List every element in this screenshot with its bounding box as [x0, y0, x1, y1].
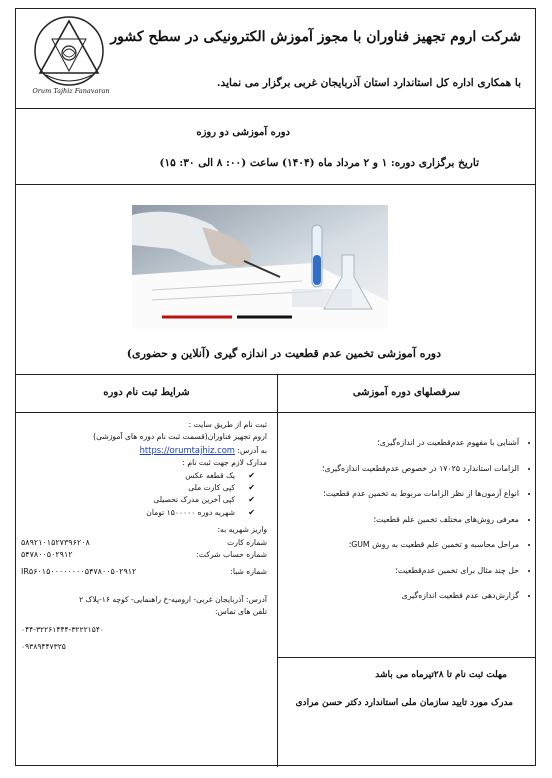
syllabus-item: • حل چند مثال برای تخمین عدم‌قطعیت؛ — [283, 565, 519, 577]
syllabus-list-wrap — [279, 437, 535, 616]
card-number: ۵۸۹۲۱۰۱۵۲۷۳۹۶۲۰۸ — [21, 537, 90, 547]
logo-caption: Orum Tajhiz Fanavaran — [32, 87, 110, 95]
syllabus-title: سرفصلهای دوره آموزشی — [352, 387, 461, 398]
reg-company-line: اروم تجهیز فناوران(قسمت ثبت نام دوره های آموزشی) — [93, 432, 267, 442]
certificate-note: مدرک مورد تایید سازمان ملی استاندارد دکتر حسن مرادی — [295, 698, 513, 708]
flyer-frame — [15, 8, 536, 766]
notes-box — [278, 657, 535, 767]
checkmark-icon: ✔ — [248, 483, 255, 493]
phone-1: ۰۴۴-۳۲۲۶۱۴۴۴-۳۲۲۲۱۵۴۰ — [21, 624, 104, 634]
course-type: دوره آموزشی دو روزه — [196, 127, 290, 138]
lab-photo — [132, 205, 388, 329]
account-number: ۵۴۷۸۰۰۵۰۲۹۱۲ — [21, 550, 73, 560]
deadline-note: مهلت ثبت نام تا ۲۸تیرماه می باشد — [375, 670, 507, 680]
cooperation-line: با همکاری اداره کل استاندارد استان آذربایجان غربی برگزار می نماید. — [216, 77, 521, 89]
registration-details — [21, 419, 267, 654]
syllabus-item: • آشنایی با مفهوم عدم‌قطعیت در اندازه‌گیری؛ — [283, 437, 519, 449]
registration-title: شرایط ثبت نام دوره — [103, 387, 190, 398]
account-label: شماره حساب شرکت: — [196, 550, 267, 560]
header — [16, 9, 535, 109]
docs-title: مدارک لازم جهت ثبت نام : — [182, 458, 267, 468]
syllabus-item: • انواع آزمون‌ها از نظر الزامات مربوط به تخمین عدم قطعیت؛ — [283, 488, 519, 500]
sheba-number: IR۵۶۰۱۵۰۰۰۰۰۰۰۰۵۴۷۸۰۰۵۰۲۹۱۲ — [21, 567, 137, 577]
checkmark-icon: ✔ — [248, 495, 255, 505]
company-line: شرکت اروم تجهیز فناوران با مجوز آموزش الکترونیکی در سطح کشور — [110, 29, 521, 45]
details-section — [16, 375, 535, 767]
list-item: ✔یک قطعه عکس — [21, 470, 255, 482]
deposit-title: واریز شهریه به: — [217, 525, 267, 535]
card-row — [21, 537, 267, 549]
card-label: شماره کارت — [227, 537, 267, 547]
list-item: ✔شهریه دوره ۱۵۰۰۰۰۰ تومان — [21, 507, 255, 519]
syllabus-item: • الزامات استاندارد ۱۷۰۲۵ در خصوص عدم‌قطعیت اندازه‌گیری؛ — [283, 463, 519, 475]
sheba-row — [21, 566, 267, 578]
list-item: ✔کپی آخرین مدرک تحصیلی — [21, 494, 255, 506]
postal-address: آدرس: آذربایجان غربی- ارومیه-خ راهنمایی- کوچه ۱۶-پلاک ۲ — [79, 594, 267, 604]
course-info-section — [16, 109, 535, 185]
checkmark-icon: ✔ — [248, 470, 255, 480]
reg-address-prefix: به آدرس: — [237, 445, 267, 455]
phones-title: تلفن های تماس: — [215, 607, 267, 617]
list-item: ✔کپی کارت ملی — [21, 482, 255, 494]
course-date: تاریخ برگزاری دوره: ۱ و ۲ مرداد ماه (۱۴۰۴) ساعت (۰۰: ۸ الی ۳۰: ۱۵) — [159, 157, 479, 169]
docs-list — [21, 470, 267, 520]
syllabus-item: • مراحل محاسبه و تخمین علم قطعیت به روش GUM؛ — [283, 539, 519, 551]
syllabus-header — [278, 375, 535, 413]
syllabus-item: • گزارش‌دهی عدم قطعیت اندازه‌گیری — [283, 590, 519, 602]
sheba-label: شماره شبا: — [230, 567, 267, 577]
reg-address-line — [21, 444, 267, 457]
course-title: دوره آموزشی تخمین عدم قطعیت در اندازه گیری (آنلاین و حضوری) — [126, 347, 441, 360]
registration-column — [16, 375, 278, 767]
syllabus-column — [278, 375, 535, 767]
phone-2: ۰۹۳۸۹۴۴۷۳۲۵ — [21, 642, 66, 652]
syllabus-list — [279, 437, 535, 602]
registration-header — [16, 375, 277, 413]
reg-site-line: ثبت نام از طریق سایت : — [188, 420, 267, 429]
account-row — [21, 549, 267, 561]
checkmark-icon: ✔ — [248, 507, 255, 517]
website-link[interactable]: https://orumtajhiz.com — [139, 444, 235, 455]
image-section — [16, 185, 535, 375]
syllabus-item: • معرفی روش‌های مختلف تخمین علم قطعیت؛ — [283, 514, 519, 526]
